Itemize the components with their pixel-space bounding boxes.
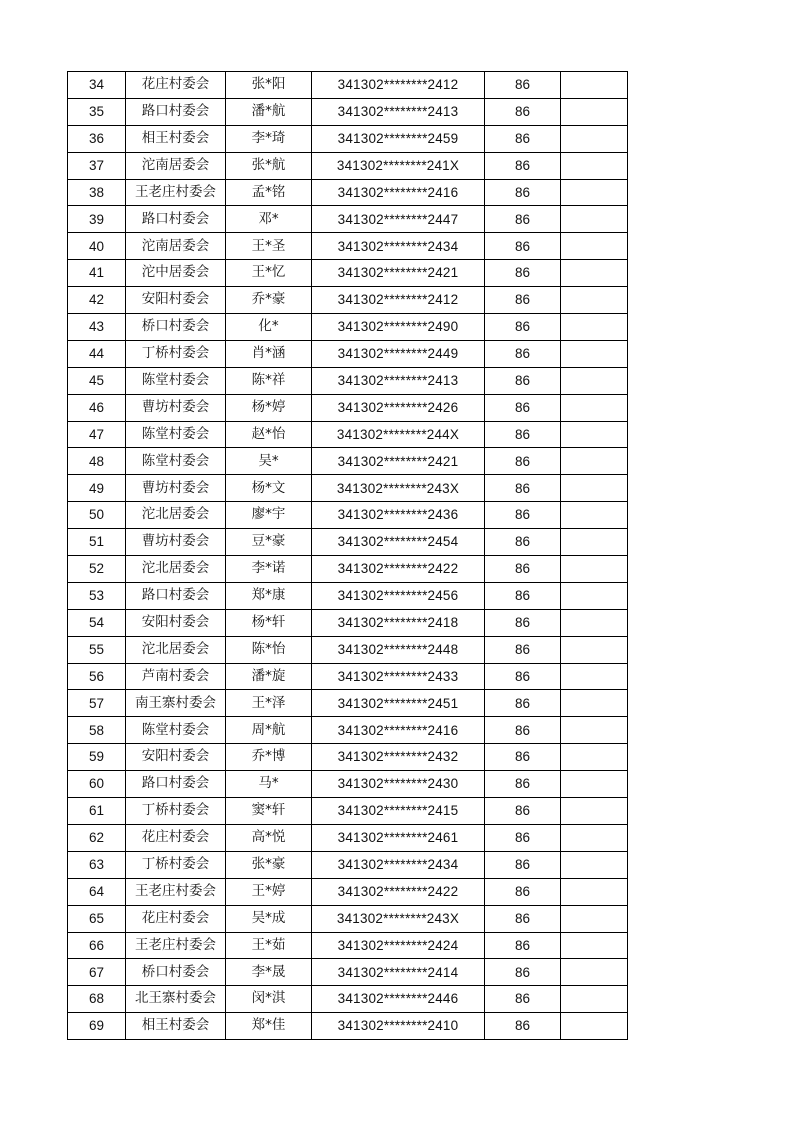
score-cell: 86 — [485, 851, 561, 878]
person-name-cell: 李*琦 — [226, 125, 312, 152]
person-name-cell: 杨*轩 — [226, 609, 312, 636]
id-number-cell: 341302********2459 — [312, 125, 485, 152]
table-row — [68, 609, 628, 636]
person-name-cell: 吴* — [226, 448, 312, 475]
id-number-cell: 341302********2415 — [312, 798, 485, 825]
village-committee-cell: 王老庄村委会 — [126, 932, 226, 959]
person-name-cell: 张*豪 — [226, 851, 312, 878]
person-name-cell: 廖*宇 — [226, 502, 312, 529]
score-cell: 86 — [485, 663, 561, 690]
score-cell: 86 — [485, 636, 561, 663]
row-number-cell: 58 — [68, 717, 126, 744]
id-number-cell: 341302********2448 — [312, 636, 485, 663]
person-name-cell: 吴*成 — [226, 905, 312, 932]
row-number-cell: 37 — [68, 152, 126, 179]
village-committee-cell: 花庄村委会 — [126, 824, 226, 851]
note-cell — [561, 744, 628, 771]
table-row — [68, 502, 628, 529]
score-cell: 86 — [485, 260, 561, 287]
village-committee-cell: 曹坊村委会 — [126, 394, 226, 421]
village-committee-cell: 丁桥村委会 — [126, 340, 226, 367]
row-number-cell: 40 — [68, 233, 126, 260]
id-number-cell: 341302********2422 — [312, 878, 485, 905]
roster-table — [67, 71, 628, 1040]
table-row — [68, 556, 628, 583]
score-cell: 86 — [485, 582, 561, 609]
id-number-cell: 341302********2434 — [312, 233, 485, 260]
note-cell — [561, 475, 628, 502]
id-number-cell: 341302********244X — [312, 421, 485, 448]
row-number-cell: 38 — [68, 179, 126, 206]
village-committee-cell: 陈堂村委会 — [126, 448, 226, 475]
village-committee-cell: 相王村委会 — [126, 125, 226, 152]
note-cell — [561, 905, 628, 932]
note-cell — [561, 556, 628, 583]
row-number-cell: 65 — [68, 905, 126, 932]
table-row — [68, 125, 628, 152]
note-cell — [561, 152, 628, 179]
id-number-cell: 341302********2410 — [312, 1013, 485, 1040]
score-cell: 86 — [485, 98, 561, 125]
id-number-cell: 341302********2447 — [312, 206, 485, 233]
score-cell: 86 — [485, 798, 561, 825]
person-name-cell: 陈*祥 — [226, 367, 312, 394]
id-number-cell: 341302********2421 — [312, 260, 485, 287]
village-committee-cell: 安阳村委会 — [126, 609, 226, 636]
score-cell: 86 — [485, 771, 561, 798]
table-row — [68, 98, 628, 125]
id-number-cell: 341302********2426 — [312, 394, 485, 421]
table-row — [68, 878, 628, 905]
note-cell — [561, 72, 628, 99]
row-number-cell: 63 — [68, 851, 126, 878]
person-name-cell: 潘*旋 — [226, 663, 312, 690]
person-name-cell: 潘*航 — [226, 98, 312, 125]
table-row — [68, 260, 628, 287]
village-committee-cell: 丁桥村委会 — [126, 798, 226, 825]
village-committee-cell: 沱北居委会 — [126, 636, 226, 663]
score-cell: 86 — [485, 717, 561, 744]
village-committee-cell: 芦南村委会 — [126, 663, 226, 690]
note-cell — [561, 798, 628, 825]
table-row — [68, 394, 628, 421]
village-committee-cell: 桥口村委会 — [126, 959, 226, 986]
row-number-cell: 44 — [68, 340, 126, 367]
row-number-cell: 54 — [68, 609, 126, 636]
id-number-cell: 341302********2413 — [312, 367, 485, 394]
id-number-cell: 341302********2421 — [312, 448, 485, 475]
row-number-cell: 67 — [68, 959, 126, 986]
village-committee-cell: 路口村委会 — [126, 206, 226, 233]
person-name-cell: 周*航 — [226, 717, 312, 744]
id-number-cell: 341302********2418 — [312, 609, 485, 636]
person-name-cell: 王*泽 — [226, 690, 312, 717]
note-cell — [561, 609, 628, 636]
person-name-cell: 赵*怡 — [226, 421, 312, 448]
table-row — [68, 233, 628, 260]
row-number-cell: 55 — [68, 636, 126, 663]
roster-body — [68, 72, 628, 1040]
table-row — [68, 287, 628, 314]
note-cell — [561, 1013, 628, 1040]
note-cell — [561, 878, 628, 905]
score-cell: 86 — [485, 72, 561, 99]
village-committee-cell: 花庄村委会 — [126, 72, 226, 99]
village-committee-cell: 沱北居委会 — [126, 556, 226, 583]
note-cell — [561, 314, 628, 341]
row-number-cell: 46 — [68, 394, 126, 421]
id-number-cell: 341302********2424 — [312, 932, 485, 959]
village-committee-cell: 沱南居委会 — [126, 233, 226, 260]
score-cell: 86 — [485, 609, 561, 636]
id-number-cell: 341302********2454 — [312, 529, 485, 556]
table-row — [68, 367, 628, 394]
score-cell: 86 — [485, 1013, 561, 1040]
score-cell: 86 — [485, 206, 561, 233]
note-cell — [561, 986, 628, 1013]
id-number-cell: 341302********2422 — [312, 556, 485, 583]
person-name-cell: 王*圣 — [226, 233, 312, 260]
score-cell: 86 — [485, 152, 561, 179]
table-row — [68, 717, 628, 744]
village-committee-cell: 花庄村委会 — [126, 905, 226, 932]
table-row — [68, 206, 628, 233]
table-row — [68, 905, 628, 932]
score-cell: 86 — [485, 394, 561, 421]
note-cell — [561, 98, 628, 125]
note-cell — [561, 771, 628, 798]
village-committee-cell: 路口村委会 — [126, 771, 226, 798]
note-cell — [561, 421, 628, 448]
village-committee-cell: 路口村委会 — [126, 98, 226, 125]
id-number-cell: 341302********2456 — [312, 582, 485, 609]
score-cell: 86 — [485, 179, 561, 206]
village-committee-cell: 南王寨村委会 — [126, 690, 226, 717]
village-committee-cell: 丁桥村委会 — [126, 851, 226, 878]
row-number-cell: 41 — [68, 260, 126, 287]
village-committee-cell: 北王寨村委会 — [126, 986, 226, 1013]
id-number-cell: 341302********2434 — [312, 851, 485, 878]
row-number-cell: 36 — [68, 125, 126, 152]
id-number-cell: 341302********2416 — [312, 179, 485, 206]
score-cell: 86 — [485, 448, 561, 475]
village-committee-cell: 陈堂村委会 — [126, 717, 226, 744]
village-committee-cell: 陈堂村委会 — [126, 367, 226, 394]
row-number-cell: 68 — [68, 986, 126, 1013]
table-row — [68, 72, 628, 99]
table-row — [68, 798, 628, 825]
person-name-cell: 陈*怡 — [226, 636, 312, 663]
note-cell — [561, 582, 628, 609]
score-cell: 86 — [485, 125, 561, 152]
table-row — [68, 986, 628, 1013]
id-number-cell: 341302********241X — [312, 152, 485, 179]
person-name-cell: 窦*轩 — [226, 798, 312, 825]
village-committee-cell: 沱北居委会 — [126, 502, 226, 529]
row-number-cell: 39 — [68, 206, 126, 233]
score-cell: 86 — [485, 314, 561, 341]
note-cell — [561, 179, 628, 206]
note-cell — [561, 663, 628, 690]
id-number-cell: 341302********2416 — [312, 717, 485, 744]
id-number-cell: 341302********2414 — [312, 959, 485, 986]
table-row — [68, 448, 628, 475]
score-cell: 86 — [485, 287, 561, 314]
note-cell — [561, 367, 628, 394]
person-name-cell: 孟*铭 — [226, 179, 312, 206]
village-committee-cell: 安阳村委会 — [126, 744, 226, 771]
table-row — [68, 932, 628, 959]
village-committee-cell: 曹坊村委会 — [126, 529, 226, 556]
note-cell — [561, 851, 628, 878]
row-number-cell: 52 — [68, 556, 126, 583]
row-number-cell: 61 — [68, 798, 126, 825]
person-name-cell: 王*婷 — [226, 878, 312, 905]
note-cell — [561, 824, 628, 851]
id-number-cell: 341302********2449 — [312, 340, 485, 367]
village-committee-cell: 路口村委会 — [126, 582, 226, 609]
person-name-cell: 郑*康 — [226, 582, 312, 609]
note-cell — [561, 690, 628, 717]
score-cell: 86 — [485, 824, 561, 851]
village-committee-cell: 沱中居委会 — [126, 260, 226, 287]
person-name-cell: 李*晟 — [226, 959, 312, 986]
note-cell — [561, 502, 628, 529]
person-name-cell: 化* — [226, 314, 312, 341]
score-cell: 86 — [485, 932, 561, 959]
row-number-cell: 66 — [68, 932, 126, 959]
score-cell: 86 — [485, 959, 561, 986]
score-cell: 86 — [485, 367, 561, 394]
row-number-cell: 50 — [68, 502, 126, 529]
id-number-cell: 341302********2436 — [312, 502, 485, 529]
person-name-cell: 乔*豪 — [226, 287, 312, 314]
row-number-cell: 64 — [68, 878, 126, 905]
village-committee-cell: 王老庄村委会 — [126, 878, 226, 905]
table-row — [68, 421, 628, 448]
id-number-cell: 341302********2432 — [312, 744, 485, 771]
id-number-cell: 341302********2412 — [312, 72, 485, 99]
person-name-cell: 乔*博 — [226, 744, 312, 771]
score-cell: 86 — [485, 986, 561, 1013]
id-number-cell: 341302********2412 — [312, 287, 485, 314]
note-cell — [561, 959, 628, 986]
person-name-cell: 张*航 — [226, 152, 312, 179]
village-committee-cell: 曹坊村委会 — [126, 475, 226, 502]
note-cell — [561, 340, 628, 367]
id-number-cell: 341302********2430 — [312, 771, 485, 798]
row-number-cell: 59 — [68, 744, 126, 771]
id-number-cell: 341302********2446 — [312, 986, 485, 1013]
score-cell: 86 — [485, 502, 561, 529]
table-row — [68, 744, 628, 771]
row-number-cell: 53 — [68, 582, 126, 609]
person-name-cell: 王*忆 — [226, 260, 312, 287]
id-number-cell: 341302********2490 — [312, 314, 485, 341]
village-committee-cell: 安阳村委会 — [126, 287, 226, 314]
person-name-cell: 杨*婷 — [226, 394, 312, 421]
row-number-cell: 62 — [68, 824, 126, 851]
score-cell: 86 — [485, 529, 561, 556]
person-name-cell: 王*茹 — [226, 932, 312, 959]
table-row — [68, 152, 628, 179]
person-name-cell: 肖*涵 — [226, 340, 312, 367]
row-number-cell: 45 — [68, 367, 126, 394]
row-number-cell: 57 — [68, 690, 126, 717]
village-committee-cell: 王老庄村委会 — [126, 179, 226, 206]
id-number-cell: 341302********2461 — [312, 824, 485, 851]
note-cell — [561, 636, 628, 663]
note-cell — [561, 125, 628, 152]
row-number-cell: 47 — [68, 421, 126, 448]
person-name-cell: 张*阳 — [226, 72, 312, 99]
score-cell: 86 — [485, 421, 561, 448]
person-name-cell: 闵*淇 — [226, 986, 312, 1013]
note-cell — [561, 717, 628, 744]
score-cell: 86 — [485, 556, 561, 583]
table-row — [68, 582, 628, 609]
note-cell — [561, 287, 628, 314]
table-row — [68, 771, 628, 798]
note-cell — [561, 394, 628, 421]
score-cell: 86 — [485, 233, 561, 260]
person-name-cell: 马* — [226, 771, 312, 798]
note-cell — [561, 448, 628, 475]
village-committee-cell: 沱南居委会 — [126, 152, 226, 179]
table-row — [68, 690, 628, 717]
person-name-cell: 高*悦 — [226, 824, 312, 851]
id-number-cell: 341302********2413 — [312, 98, 485, 125]
row-number-cell: 60 — [68, 771, 126, 798]
row-number-cell: 56 — [68, 663, 126, 690]
table-row — [68, 824, 628, 851]
row-number-cell: 43 — [68, 314, 126, 341]
score-cell: 86 — [485, 905, 561, 932]
row-number-cell: 48 — [68, 448, 126, 475]
table-row — [68, 314, 628, 341]
table-row — [68, 1013, 628, 1040]
row-number-cell: 34 — [68, 72, 126, 99]
note-cell — [561, 233, 628, 260]
score-cell: 86 — [485, 690, 561, 717]
village-committee-cell: 桥口村委会 — [126, 314, 226, 341]
table-row — [68, 636, 628, 663]
row-number-cell: 49 — [68, 475, 126, 502]
row-number-cell: 69 — [68, 1013, 126, 1040]
person-name-cell: 杨*文 — [226, 475, 312, 502]
row-number-cell: 35 — [68, 98, 126, 125]
id-number-cell: 341302********243X — [312, 905, 485, 932]
row-number-cell: 51 — [68, 529, 126, 556]
note-cell — [561, 529, 628, 556]
table-row — [68, 179, 628, 206]
person-name-cell: 邓* — [226, 206, 312, 233]
village-committee-cell: 陈堂村委会 — [126, 421, 226, 448]
score-cell: 86 — [485, 475, 561, 502]
score-cell: 86 — [485, 340, 561, 367]
id-number-cell: 341302********2451 — [312, 690, 485, 717]
note-cell — [561, 260, 628, 287]
table-row — [68, 529, 628, 556]
person-name-cell: 郑*佳 — [226, 1013, 312, 1040]
score-cell: 86 — [485, 878, 561, 905]
note-cell — [561, 206, 628, 233]
score-cell: 86 — [485, 744, 561, 771]
table-row — [68, 851, 628, 878]
village-committee-cell: 相王村委会 — [126, 1013, 226, 1040]
person-name-cell: 李*诺 — [226, 556, 312, 583]
row-number-cell: 42 — [68, 287, 126, 314]
table-row — [68, 475, 628, 502]
id-number-cell: 341302********243X — [312, 475, 485, 502]
table-row — [68, 340, 628, 367]
note-cell — [561, 932, 628, 959]
table-row — [68, 663, 628, 690]
table-row — [68, 959, 628, 986]
person-name-cell: 豆*豪 — [226, 529, 312, 556]
id-number-cell: 341302********2433 — [312, 663, 485, 690]
